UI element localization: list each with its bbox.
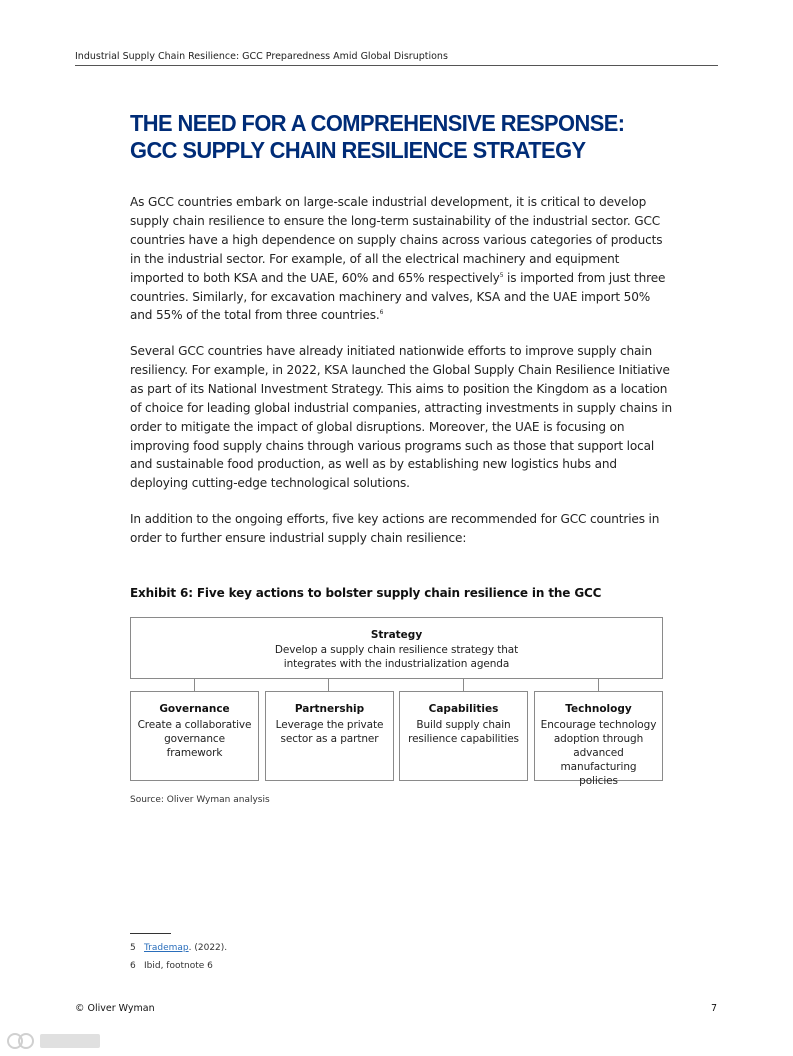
action-heading: Partnership	[294, 703, 365, 715]
footnote-ref-6[interactable]: 6	[379, 309, 384, 317]
exhibit-title: Exhibit 6: Five key actions to bolster supply chain resilience in the GCC	[130, 586, 602, 600]
action-box-technology	[534, 691, 663, 787]
strategy-heading: Strategy	[370, 629, 423, 641]
footnote-number: 5	[130, 943, 136, 953]
paragraph-1-text-a: As GCC countries embark on large-scale industrial development, it is critical to develop supply chain resilience to ensure the long-term sustainability of the industrial sector. GCC countries have a high dependence on supply chains across various categories of products in the industrial sector. For example, of all the electrical machinery and equipment imported to both KSA and the UAE, 60% and 65% respectively	[130, 195, 663, 285]
page-number: 7	[711, 1003, 718, 1014]
strategy-text: Develop a supply chain resilience strategy that integrates with the industrialization agenda	[274, 644, 519, 670]
action-text: Build supply chain resilience capabilities	[408, 719, 519, 745]
body-paragraph-2: Several GCC countries have already initiated nationwide efforts to improve supply chain resiliency. For example, in 2022, KSA launched the Global Supply Chain Resilience Initiative as part of its National Investment Strategy. This aims to position the Kingdom as a location of choice for leading global industrial companies, attracting investments in supply chains in order to mitigate the impact of global disruptions. Moreover, the UAE is focusing on improving food supply chains through various programs such as those that support local and sustainable food production, as well as by establishing new logistics hubs and deploying cutting-edge technological solutions.	[130, 344, 673, 491]
action-heading: Capabilities	[428, 703, 499, 715]
action-text: Leverage the private sector as a partner	[275, 719, 384, 745]
watermark-logo	[6, 1030, 106, 1052]
footnote-5	[130, 943, 227, 953]
footnote-text: Ibid, footnote 6	[144, 961, 213, 971]
page-title: THE NEED FOR A COMPREHENSIVE RESPONSE: GCC SUPPLY CHAIN RESILIENCE STRATEGY	[130, 110, 625, 163]
footnote-divider	[130, 933, 171, 934]
action-box-partnership	[265, 691, 394, 781]
body-paragraph-1	[130, 193, 675, 325]
action-text: Encourage technology adoption through advanced manufacturing policies	[540, 719, 657, 787]
action-heading: Technology	[565, 703, 632, 715]
paragraph-1-text-b: is imported from just three countries. Similarly, for excavation machinery and valves, KSA and the UAE import 50% and 55% of the total from three countries.	[130, 270, 666, 323]
exhibit-source: Source: Oliver Wyman analysis	[130, 795, 270, 805]
footnote-6	[130, 961, 213, 971]
footnote-number: 6	[130, 961, 136, 971]
footnote-ref-5[interactable]: 5	[499, 271, 504, 279]
strategy-box	[130, 617, 663, 679]
trademap-link[interactable]: Trademap	[144, 943, 189, 953]
action-text: Create a collaborative governance framework	[137, 719, 252, 759]
footer-copyright: © Oliver Wyman	[75, 1003, 155, 1014]
body-paragraph-3: In addition to the ongoing efforts, five key actions are recommended for GCC countries in order to further ensure industrial supply chain resilience:	[130, 512, 660, 545]
footnote-text: . (2022).	[188, 943, 228, 953]
action-heading: Governance	[159, 703, 230, 715]
running-header: Industrial Supply Chain Resilience: GCC Preparedness Amid Global Disruptions	[75, 51, 718, 66]
action-box-governance	[130, 691, 259, 781]
action-box-capabilities	[399, 691, 528, 781]
